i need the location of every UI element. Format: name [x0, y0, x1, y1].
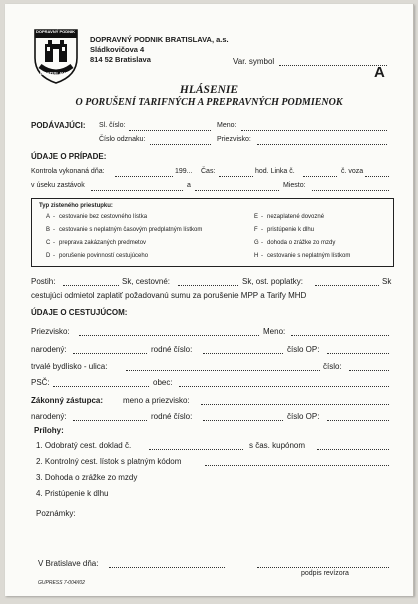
sk-ost-poplatky-label: Sk, ost. poplatky:: [242, 277, 303, 286]
violation-text-b: cestovanie s neplatným časovým predplatným lístkom: [59, 227, 203, 233]
incident-cas-label: Čas:: [201, 168, 216, 175]
form-subtitle: O PORUŠENÍ TARIFNÝCH A PREPRAVNÝCH PODMIENOK: [75, 97, 343, 108]
form-page: [5, 4, 414, 596]
violation-dash-b: -: [53, 227, 55, 233]
company-city: 814 52 Bratislava: [90, 55, 151, 64]
violation-text-h: cestovanie s neplatným lístkom: [267, 253, 351, 259]
passenger-obec-label: obec:: [153, 378, 173, 387]
violation-code-c: C: [46, 240, 51, 246]
violation-heading: Typ zisteného priestupku:: [39, 203, 113, 209]
violation-text-a: cestovanie bez cestovného lístka: [59, 214, 148, 220]
violation-code-a: A: [46, 214, 51, 220]
incident-date-field[interactable]: [115, 176, 173, 177]
cestovne-field[interactable]: [178, 285, 238, 286]
company-name: DOPRAVNÝ PODNIK BRATISLAVA, a.s.: [90, 35, 229, 44]
incident-zastavka-to-field[interactable]: [195, 190, 279, 191]
postih-field[interactable]: [63, 285, 119, 286]
guardian-cislo-op-field[interactable]: [327, 420, 389, 421]
violation-dash-c: -: [53, 240, 55, 246]
passenger-cislo-field[interactable]: [349, 370, 389, 371]
passenger-narodeny-label: narodený:: [31, 345, 67, 354]
incident-voz-field[interactable]: [365, 176, 389, 177]
guardian-rodne-cislo-field[interactable]: [203, 420, 283, 421]
incident-usek-label: v úseku zastávok: [31, 182, 85, 189]
incident-linka-field[interactable]: [303, 176, 337, 177]
attachment-4-label: 4. Pristúpenie k dlhu: [36, 489, 109, 498]
violation-code-f: F: [254, 227, 258, 233]
violation-code-g: G: [254, 240, 259, 246]
form-title: HLÁSENIE: [179, 84, 239, 96]
violation-dash-d: -: [53, 253, 55, 259]
passenger-priezvisko-label: Priezvisko:: [31, 327, 70, 336]
reporter-heading: PODÁVAJÚCI:: [31, 121, 86, 130]
sk-cestovne-label: Sk, cestovné:: [122, 277, 171, 286]
attachment-2-field[interactable]: [205, 465, 389, 466]
violation-dash-f: -: [261, 227, 263, 233]
notes-area[interactable]: [36, 520, 389, 556]
passenger-narodeny-field[interactable]: [73, 353, 147, 354]
signature-line[interactable]: [257, 567, 389, 568]
reporter-priezvisko-field[interactable]: [257, 144, 387, 145]
violation-code-h: H: [254, 253, 259, 259]
form-letter: A: [374, 64, 385, 81]
passenger-cislo-label: číslo:: [323, 362, 342, 371]
date-field[interactable]: [109, 567, 225, 568]
violation-text-g: dohoda o zrážke zo mzdy: [267, 240, 336, 246]
passenger-priezvisko-field[interactable]: [79, 335, 259, 336]
violation-code-e: E: [254, 214, 259, 220]
attachment-1-suffix: s čas. kupónom: [249, 441, 306, 450]
passenger-cislo-op-label: číslo OP:: [287, 345, 320, 354]
attachment-1-kupon-field[interactable]: [317, 449, 389, 450]
incident-zastavka-from-field[interactable]: [91, 190, 183, 191]
passenger-rodne-cislo-field[interactable]: [203, 353, 283, 354]
print-code: GUPRESS 7-004/I02: [38, 580, 85, 586]
place-date-label: V Bratislave dňa:: [38, 559, 99, 568]
reporter-cislo-odznaku-field[interactable]: [150, 144, 211, 145]
reporter-sl-cislo-label: Sl. číslo:: [99, 122, 126, 129]
reporter-cislo-odznaku-label: Číslo odznaku:: [99, 136, 146, 143]
passenger-obec-field[interactable]: [179, 386, 389, 387]
notes-label: Poznámky:: [36, 509, 76, 518]
violation-text-d: porušenie povinností cestujúceho: [59, 253, 149, 259]
violation-text-e: nezaplatené dovozné: [267, 214, 325, 220]
incident-miesto-field[interactable]: [312, 190, 389, 191]
violation-dash-e: -: [261, 214, 263, 220]
guardian-meno-field[interactable]: [201, 404, 389, 405]
passenger-meno-label: Meno:: [263, 327, 286, 336]
sk-label: Sk: [382, 277, 392, 286]
guardian-heading: Zákonný zástupca:: [31, 396, 104, 405]
incident-voz-label: č. voza: [341, 168, 364, 175]
passenger-psc-field[interactable]: [53, 386, 149, 387]
attachment-3-label: 3. Dohoda o zrážke zo mzdy: [36, 473, 138, 482]
attachment-1-label: 1. Odobratý cest. doklad č.: [36, 441, 132, 450]
violation-dash-h: -: [261, 253, 263, 259]
guardian-narodeny-field[interactable]: [73, 420, 147, 421]
reporter-meno-label: Meno:: [217, 122, 237, 129]
passenger-ulica-field[interactable]: [126, 370, 320, 371]
incident-miesto-label: Miesto:: [283, 182, 306, 189]
guardian-narodeny-label: narodený:: [31, 412, 67, 421]
company-street: Sládkovičova 4: [90, 45, 145, 54]
incident-a-label: a: [187, 182, 191, 189]
logo-text-top: DOPRAVNÝ PODNIK: [36, 29, 76, 34]
var-symbol-label: Var. symbol: [233, 57, 275, 66]
violation-code-b: B: [46, 227, 51, 233]
var-symbol-field[interactable]: [279, 65, 387, 66]
logo-text-bottom: BRATISLAVA: [40, 71, 68, 76]
violation-code-d: D: [46, 253, 51, 259]
incident-kontrola-label: Kontrola vykonaná dňa:: [31, 168, 105, 175]
passenger-bydlisko-label: trvalé bydlisko - ulica:: [31, 362, 108, 371]
postih-label: Postih:: [31, 277, 56, 286]
passenger-heading: ÚDAJE O CESTUJÚCOM:: [31, 308, 128, 317]
violation-dash-a: -: [53, 214, 55, 220]
passenger-meno-field[interactable]: [291, 335, 389, 336]
violation-text-f: pristúpenie k dlhu: [267, 227, 315, 233]
attachment-1-doklad-field[interactable]: [149, 449, 243, 450]
guardian-meno-label: meno a priezvisko:: [123, 396, 190, 405]
attachments-heading: Prílohy:: [34, 426, 64, 435]
attachment-2-label: 2. Kontrolný cest. lístok s platným kódom: [36, 457, 182, 466]
reporter-meno-field[interactable]: [241, 130, 387, 131]
violation-dash-g: -: [261, 240, 263, 246]
refusal-text: cestujúci odmietol zaplatiť požadovanú sumu za porušenie MPP a Tarify MHD: [31, 291, 307, 300]
passenger-psc-label: PSČ:: [31, 378, 50, 387]
guardian-cislo-op-label: číslo OP:: [287, 412, 320, 421]
signature-label: podpis revízora: [301, 570, 349, 577]
guardian-rodne-cislo-label: rodné číslo:: [151, 412, 193, 421]
incident-year: 199...: [175, 168, 193, 175]
violation-type-box: [31, 198, 394, 267]
violation-text-c: preprava zakázaných predmetov: [59, 240, 147, 246]
incident-time-field[interactable]: [219, 176, 253, 177]
incident-heading: ÚDAJE O PRÍPADE:: [31, 152, 107, 161]
incident-linka-label: hod. Linka č.: [255, 168, 295, 175]
ost-poplatky-field[interactable]: [315, 285, 379, 286]
passenger-rodne-cislo-label: rodné číslo:: [151, 345, 193, 354]
passenger-cislo-op-field[interactable]: [327, 353, 389, 354]
reporter-sl-cislo-field[interactable]: [129, 130, 211, 131]
reporter-priezvisko-label: Priezvisko:: [217, 136, 251, 143]
